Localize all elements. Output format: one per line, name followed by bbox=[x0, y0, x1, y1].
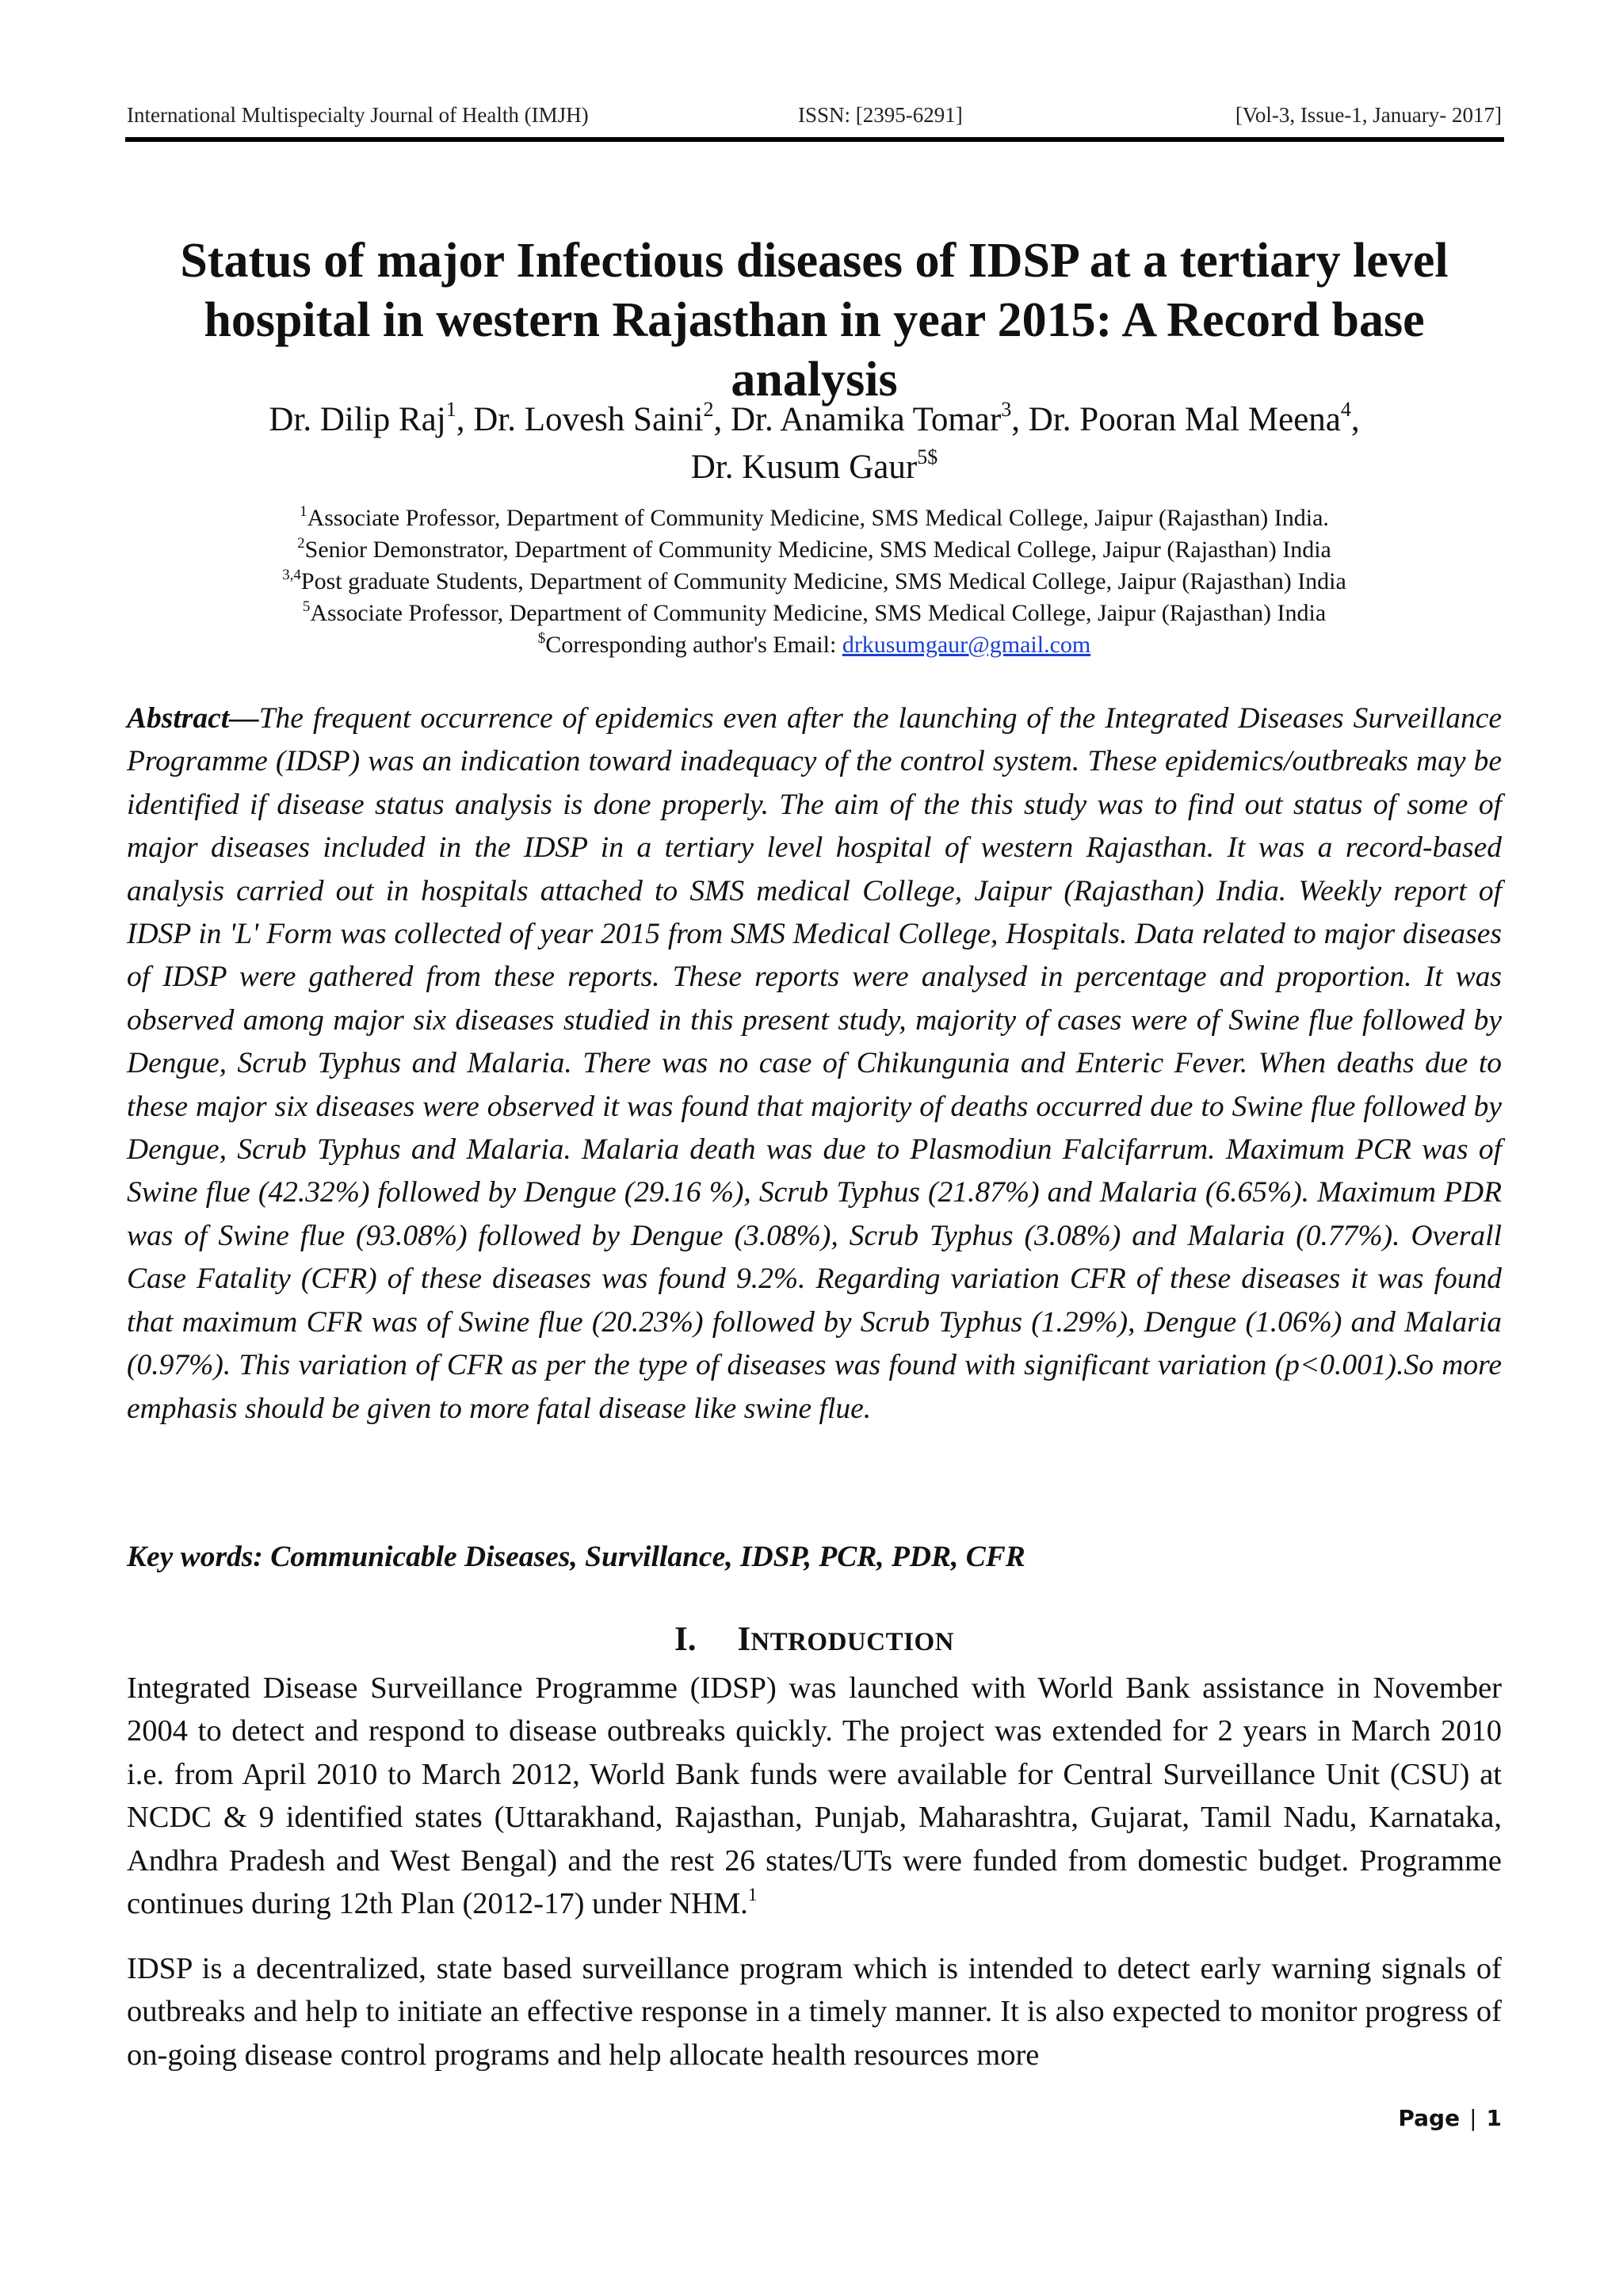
citation-mark: 1 bbox=[747, 1885, 758, 1905]
running-header bbox=[127, 103, 1502, 135]
section-heading-introduction bbox=[127, 1618, 1502, 1664]
affiliation-text: Associate Professor, Department of Community Medicine, SMS Medical College, Jaipur (Rajasthan) India. bbox=[307, 505, 1329, 531]
abstract-dash: — bbox=[229, 702, 259, 735]
affiliation-line bbox=[127, 566, 1502, 598]
page-number: 1 bbox=[1486, 2105, 1502, 2131]
intro-paragraph-1 bbox=[127, 1667, 1502, 1925]
author-separator: , bbox=[456, 401, 474, 438]
affiliation-list bbox=[127, 502, 1502, 661]
author-name: Dr. Lovesh Saini bbox=[473, 401, 704, 438]
author-separator: , bbox=[1350, 401, 1360, 438]
author-separator: , bbox=[1011, 401, 1029, 438]
affiliation-text: Post graduate Students, Department of Community Medicine, SMS Medical College, Jaipur (Rajasthan) India bbox=[300, 568, 1346, 594]
keywords: Key words: Communicable Diseases, Survillance, IDSP, PCR, PDR, CFR bbox=[127, 1541, 1025, 1573]
author-affiliation-mark: 5$ bbox=[917, 445, 938, 468]
paragraph-text: IDSP is a decentralized, state based surveillance program which is intended to detect early warning signals of outbreaks and help to initiate an effective response in a timely manner. It is also expected to monitor progress of on-going disease control programs and help allocate health resources more bbox=[127, 1952, 1502, 2072]
affiliation-line bbox=[127, 502, 1502, 534]
author-affiliation-mark: 3 bbox=[1001, 398, 1012, 421]
corresponding-author bbox=[127, 629, 1502, 661]
header-rule bbox=[125, 137, 1504, 142]
paragraph-text: Integrated Disease Surveillance Programme (IDSP) was launched with World Bank assistance in November 2004 to detect and respond to disease outbreaks quickly. The project was extended for 2 years in March 2010 i.e. from April 2010 to March 2012, World Bank funds were available for Central Surveillance Unit (CSU) at NCDC & 9 identified states (Uttarakhand, Rajasthan, Punjab, Maharashtra, Gujarat, Tamil Nadu, Karnataka, Andhra Pradesh and West Bengal) and the rest 26 states/UTs were funded from domestic budget. Programme continues during 12th Plan (2012-17) under NHM. bbox=[127, 1671, 1502, 1921]
author-affiliation-mark: 2 bbox=[703, 398, 714, 421]
corresponding-email-link[interactable]: drkusumgaur@gmail.com bbox=[842, 632, 1091, 658]
abstract-label: Abstract bbox=[127, 702, 230, 735]
affiliation-text: Associate Professor, Department of Community Medicine, SMS Medical College, Jaipur (Rajasthan) India bbox=[310, 600, 1327, 626]
corresponding-label: Corresponding author's Email: bbox=[545, 632, 842, 658]
section-title-initial: I bbox=[737, 1621, 751, 1658]
author-affiliation-mark: 4 bbox=[1340, 398, 1351, 421]
page-separator: | bbox=[1469, 2105, 1477, 2131]
author-name: Dr. Kusum Gaur bbox=[690, 449, 918, 486]
page-label: Page bbox=[1398, 2105, 1461, 2131]
journal-issn: ISSN: [2395-6291] bbox=[798, 103, 963, 127]
affiliation-mark: 2 bbox=[297, 535, 305, 552]
affiliation-text: Senior Demonstrator, Department of Community Medicine, SMS Medical College, Jaipur (Rajasthan) India bbox=[304, 537, 1331, 563]
section-number: I. bbox=[674, 1621, 697, 1658]
intro-paragraph-2 bbox=[127, 1947, 1502, 2076]
author-name: Dr. Dilip Raj bbox=[269, 401, 446, 438]
journal-volume: [Vol-3, Issue-1, January- 2017] bbox=[1235, 103, 1502, 127]
author-name: Dr. Anamika Tomar bbox=[730, 401, 1002, 438]
affiliation-line bbox=[127, 534, 1502, 566]
affiliation-mark: 1 bbox=[300, 503, 307, 520]
paper-title: Status of major Infectious diseases of IDSP at a tertiary level hospital in western Rajasthan in year 2015: A Record base analysis bbox=[180, 234, 1449, 407]
author-name: Dr. Pooran Mal Meena bbox=[1028, 401, 1341, 438]
affiliation-line bbox=[127, 598, 1502, 629]
affiliation-mark: 5 bbox=[302, 598, 311, 615]
journal-name: International Multispecialty Journal of Health (IMJH) bbox=[127, 103, 589, 127]
affiliation-mark: 3,4 bbox=[282, 567, 301, 583]
abstract bbox=[127, 697, 1502, 1431]
author-list bbox=[127, 396, 1502, 491]
abstract-text: The frequent occurrence of epidemics even after the launching of the Integrated Diseases Surveillance Programme (IDSP) was an indication toward inadequacy of the control system. These epidemics/outbreaks may be identified if disease status analysis is done properly. The aim of the this study was to find out status of some of major diseases included in the IDSP in a tertiary level hospital of western Rajasthan. It was a record-based analysis carried out in hospitals attached to SMS medical College, Jaipur (Rajasthan) India. Weekly report of IDSP in 'L' Form was collected of year 2015 from SMS Medical College, Hospitals. Data related to major diseases of IDSP were gathered from these reports. These reports were analysed in percentage and proportion. It was observed among major six diseases studied in this present study, majority of cases were of Swine flue followed by Dengue, Scrub Typhus and Malaria. There was no case of Chikungunia and Enteric Fever. When deaths due to these major six diseases were observed it was found that majority of deaths occurred due to Swine flue followed by Dengue, Scrub Typhus and Malaria. Malaria death was due to Plasmodiun Falcifarrum. Maximum PCR was of Swine flue (42.32%) followed by Dengue (29.16 %), Scrub Typhus (21.87%) and Malaria (6.65%). Maximum PDR was of Swine flue (93.08%) followed by Dengue (3.08%), Scrub Typhus (3.08%) and Malaria (0.77%). Overall Case Fatality (CFR) of these diseases was found 9.2%. Regarding variation CFR of these diseases it was found that maximum CFR was of Swine flue (20.23%) followed by Scrub Typhus (1.29%), Dengue (1.06%) and Malaria (0.97%). This variation of CFR as per the type of diseases was found with significant variation (p<0.001).So more emphasis should be given to more fatal disease like swine flue. bbox=[127, 702, 1502, 1425]
page-footer bbox=[1398, 2104, 1502, 2133]
author-affiliation-mark: 1 bbox=[445, 398, 456, 421]
author-separator: , bbox=[713, 401, 731, 438]
corresponding-mark: $ bbox=[537, 630, 546, 647]
section-title-rest: NTRODUCTION bbox=[750, 1628, 954, 1656]
